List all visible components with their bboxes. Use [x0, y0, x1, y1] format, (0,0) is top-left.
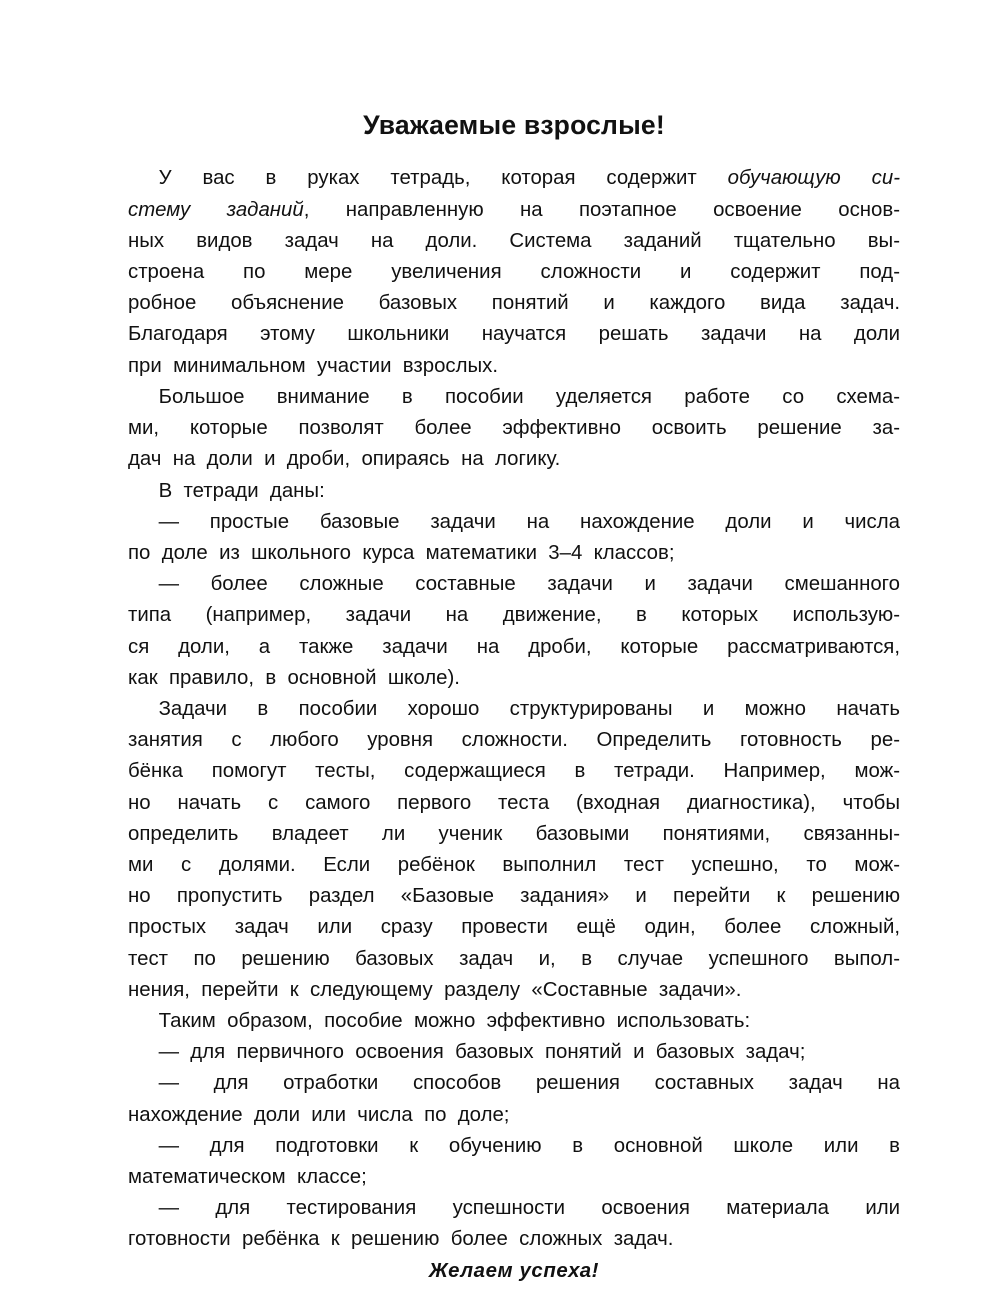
text-line: — для первичного освоения базовых понятий и базовых задач;: [128, 1041, 806, 1064]
text-line: В тетради даны:: [128, 479, 325, 502]
paragraph: [128, 507, 900, 569]
text-line: — для тестирования успешности освоения материала или: [128, 1197, 900, 1220]
text-column: [128, 110, 900, 1287]
paragraph: [128, 163, 900, 381]
paragraph: [128, 1068, 900, 1130]
text-line: ми с долями. Если ребёнок выполнил тест успешно, то мож-: [128, 853, 900, 876]
text-line: ся доли, а также задачи на дроби, которые рассматриваются,: [128, 635, 900, 658]
text-line: как правило, в основной школе).: [128, 666, 460, 689]
paragraph: [128, 694, 900, 1006]
page-title: Уважаемые взрослые!: [363, 110, 665, 140]
text-line: строена по мере увеличения сложности и содержит под-: [128, 261, 900, 284]
text-line: бёнка помогут тесты, содержащиеся в тетради. Например, мож-: [128, 760, 900, 783]
text-line: готовности ребёнка к решению более сложных задач.: [128, 1228, 674, 1251]
text-line: — более сложные составные задачи и задачи смешанного: [128, 573, 900, 596]
italic-fragment: стему заданий: [128, 198, 304, 221]
paragraph: [128, 476, 900, 507]
text-line: Таким образом, пособие можно эффективно использовать:: [128, 1009, 751, 1032]
text-line: Задачи в пособии хорошо структурированы и можно начать: [128, 697, 900, 720]
text-line: но пропустить раздел «Базовые задания» и перейти к решению: [128, 885, 900, 908]
text-line: нахождение доли или числа по доле;: [128, 1103, 510, 1126]
italic-fragment: обучающую си-: [727, 167, 900, 190]
text-line: тест по решению базовых задач и, в случае успешного выпол-: [128, 947, 900, 970]
text-line: — для подготовки к обучению в основной школе или в: [128, 1134, 900, 1157]
text-line: дач на доли и дроби, опираясь на логику.: [128, 448, 561, 471]
text-line: математическом классе;: [128, 1165, 367, 1188]
paragraph: [128, 1037, 900, 1068]
text-line: при минимальном участии взрослых.: [128, 354, 499, 377]
text-line: У вас в руках тетрадь, которая содержит обучающую си-: [158, 167, 900, 190]
document-body: [128, 163, 900, 1255]
text-line: определить владеет ли ученик базовыми понятиями, связанны-: [128, 822, 900, 845]
closing-line: Желаем успеха!: [428, 1259, 600, 1282]
text-line: робное объяснение базовых понятий и каждого вида задач.: [128, 292, 900, 315]
paragraph: [128, 569, 900, 694]
paragraph: [128, 1131, 900, 1193]
text-line: Благодаря этому школьники научатся решать задачи на доли: [128, 323, 900, 346]
text-line: но начать с самого первого теста (входная диагностика), чтобы: [128, 791, 900, 814]
text-line: по доле из школьного курса математики 3–4 классов;: [128, 541, 675, 564]
text-line: простых задач или сразу провести ещё один, более сложный,: [128, 916, 900, 939]
paragraph: [128, 382, 900, 476]
text-line: — простые базовые задачи на нахождение доли и числа: [128, 510, 900, 533]
text-line: занятия с любого уровня сложности. Определить готовность ре-: [128, 729, 900, 752]
text-line: ми, которые позволят более эффективно освоить решение за-: [128, 417, 900, 440]
text-line: нения, перейти к следующему разделу «Составные задачи».: [128, 978, 742, 1001]
paragraph: [128, 1193, 900, 1255]
paragraph: [128, 1006, 900, 1037]
text-line: ных видов задач на доли. Система заданий тщательно вы-: [128, 229, 900, 252]
text-line: — для отработки способов решения составных задач на: [128, 1072, 900, 1095]
text-line: стему заданий, направленную на поэтапное освоение основ-: [128, 198, 901, 221]
text-line: Большое внимание в пособии уделяется работе со схема-: [128, 385, 900, 408]
text-line: типа (например, задачи на движение, в которых использую-: [128, 604, 900, 627]
